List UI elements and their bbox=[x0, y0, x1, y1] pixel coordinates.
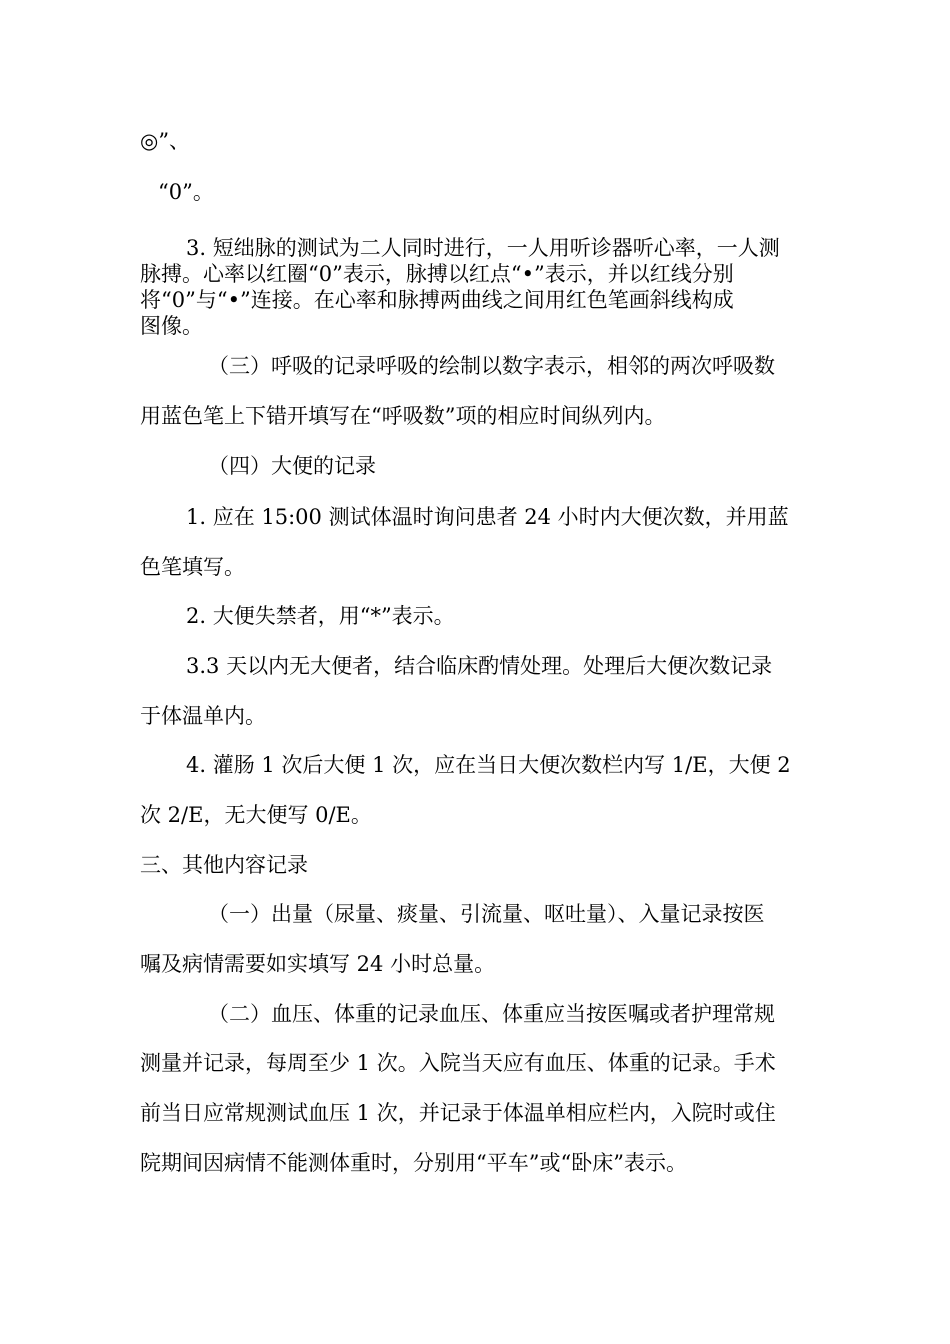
text-line: ◎”、 bbox=[140, 129, 191, 153]
text-line: 色笔填写。 bbox=[140, 555, 245, 579]
text-line: 3. 短绌脉的测试为二人同时进行，一人用听诊器听心率，一人测 bbox=[186, 236, 780, 260]
text-line: “0”。 bbox=[158, 180, 214, 204]
text-line: 4. 灌肠 1 次后大便 1 次，应在当日大便次数栏内写 1/E，大便 2 bbox=[186, 753, 791, 777]
paragraph-short-pulse bbox=[140, 235, 820, 339]
text-line: 脉搏。心率以红圈“0”表示，脉搏以红点“•”表示，并以红线分别 bbox=[140, 262, 734, 286]
text-line: 图像。 bbox=[140, 314, 203, 338]
text-line: 3.3 天以内无大便者，结合临床酌情处理。处理后大便次数记录 bbox=[186, 654, 773, 678]
text-line: 嘱及病情需要如实填写 24 小时总量。 bbox=[140, 952, 496, 976]
text-line: 用蓝色笔上下错开填写在“呼吸数”项的相应时间纵列内。 bbox=[140, 404, 666, 428]
text-line: （二）血压、体重的记录血压、体重应当按医嘱或者护理常规 bbox=[208, 1002, 775, 1026]
section-heading: （四）大便的记录 bbox=[208, 454, 376, 478]
text-line: 将“0”与“•”连接。在心率和脉搏两曲线之间用红色笔画斜线构成 bbox=[140, 288, 734, 312]
text-line: 1. 应在 15:00 测试体温时询问患者 24 小时内大便次数，并用蓝 bbox=[186, 505, 789, 529]
text-line: （三）呼吸的记录呼吸的绘制以数字表示，相邻的两次呼吸数 bbox=[208, 354, 775, 378]
text-line: 院期间因病情不能测体重时，分别用“平车”或“卧床”表示。 bbox=[140, 1151, 687, 1175]
text-line: 测量并记录，每周至少 1 次。入院当天应有血压、体重的记录。手术 bbox=[140, 1051, 776, 1075]
section-heading: 三、其他内容记录 bbox=[140, 853, 308, 877]
text-line: 2. 大便失禁者，用“*”表示。 bbox=[186, 604, 455, 628]
text-line: 于体温单内。 bbox=[140, 704, 266, 728]
text-line: （一）出量（尿量、痰量、引流量、呕吐量）、入量记录按医 bbox=[208, 902, 765, 926]
text-line: 次 2/E，无大便写 0/E。 bbox=[140, 803, 372, 827]
text-line: 前当日应常规测试血压 1 次，并记录于体温单相应栏内，入院时或住 bbox=[140, 1101, 776, 1125]
